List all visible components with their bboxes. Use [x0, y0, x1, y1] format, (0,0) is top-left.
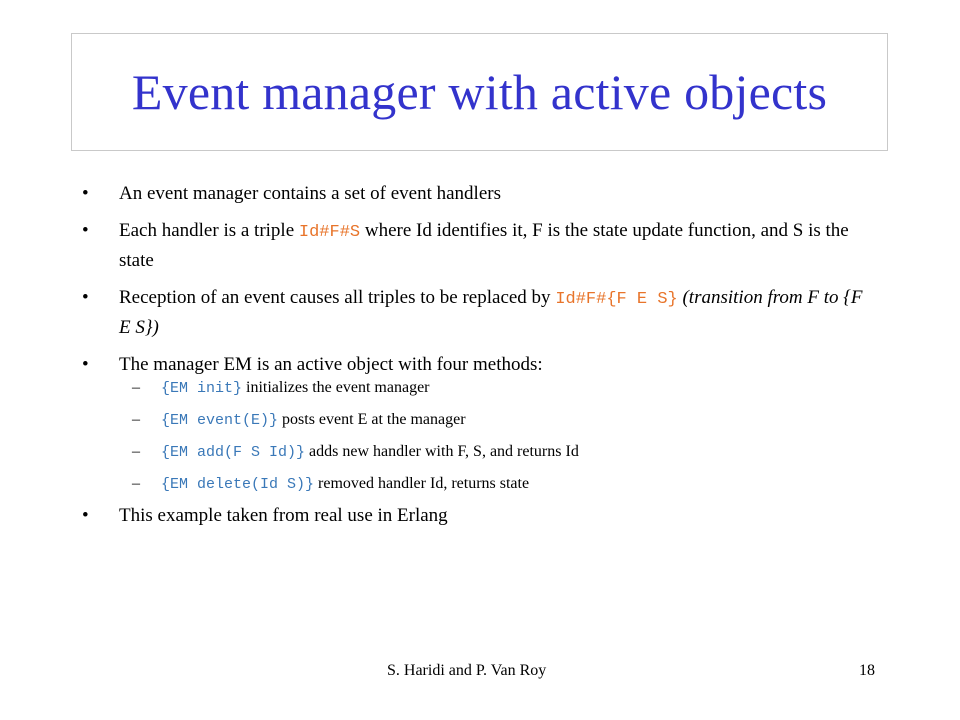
code-snippet: Id#F#S	[298, 223, 361, 242]
bullet-icon: •	[82, 354, 89, 375]
footer-author: S. Haridi and P. Van Roy	[387, 662, 547, 679]
method-text: posts event E at the manager	[278, 411, 466, 428]
dash-icon: –	[132, 411, 140, 428]
bullet-text: Each handler is a triple	[119, 220, 299, 241]
bullet-text: Reception of an event causes all triples to be replaced by	[119, 287, 556, 308]
bullet-icon: •	[82, 505, 89, 526]
title-box	[71, 33, 888, 151]
method-item	[82, 408, 882, 433]
page-number: 18	[859, 662, 875, 679]
bullet-list-last	[82, 502, 872, 539]
dash-icon: –	[132, 475, 140, 492]
method-text: initializes the event manager	[242, 379, 430, 396]
bullet-item	[82, 180, 872, 208]
code-snippet: {EM init}	[161, 380, 243, 397]
bullet-icon: •	[82, 183, 89, 204]
method-text: removed handler Id, returns state	[314, 475, 530, 492]
bullet-text: where Id identifies it, F is the state update function, and S is the state	[119, 220, 849, 271]
method-item	[82, 472, 882, 497]
bullet-icon: •	[82, 287, 89, 308]
method-list	[82, 372, 882, 504]
code-snippet: {EM event(E)}	[161, 412, 279, 429]
bullet-list	[82, 180, 872, 388]
method-text: adds new handler with F, S, and returns Id	[305, 443, 579, 460]
code-snippet: {EM add(F S Id)}	[161, 444, 306, 461]
bullet-text: This example taken from real use in Erlang	[119, 505, 448, 526]
method-item	[82, 440, 882, 465]
code-snippet: Id#F#{F E S}	[555, 290, 678, 309]
bullet-item	[82, 217, 872, 275]
slide-title: Event manager with active objects	[131, 64, 828, 120]
bullet-italic-text: (transition from F to {F E S})	[119, 287, 863, 338]
bullet-item	[82, 502, 872, 530]
code-snippet: {EM delete(Id S)}	[161, 476, 315, 493]
dash-icon: –	[132, 379, 140, 396]
bullet-text: The manager EM is an active object with four methods:	[119, 354, 543, 375]
bullet-icon: •	[82, 220, 89, 241]
bullet-item	[82, 284, 872, 342]
dash-icon: –	[132, 443, 140, 460]
bullet-text: An event manager contains a set of event handlers	[119, 183, 501, 204]
method-item	[82, 376, 882, 401]
